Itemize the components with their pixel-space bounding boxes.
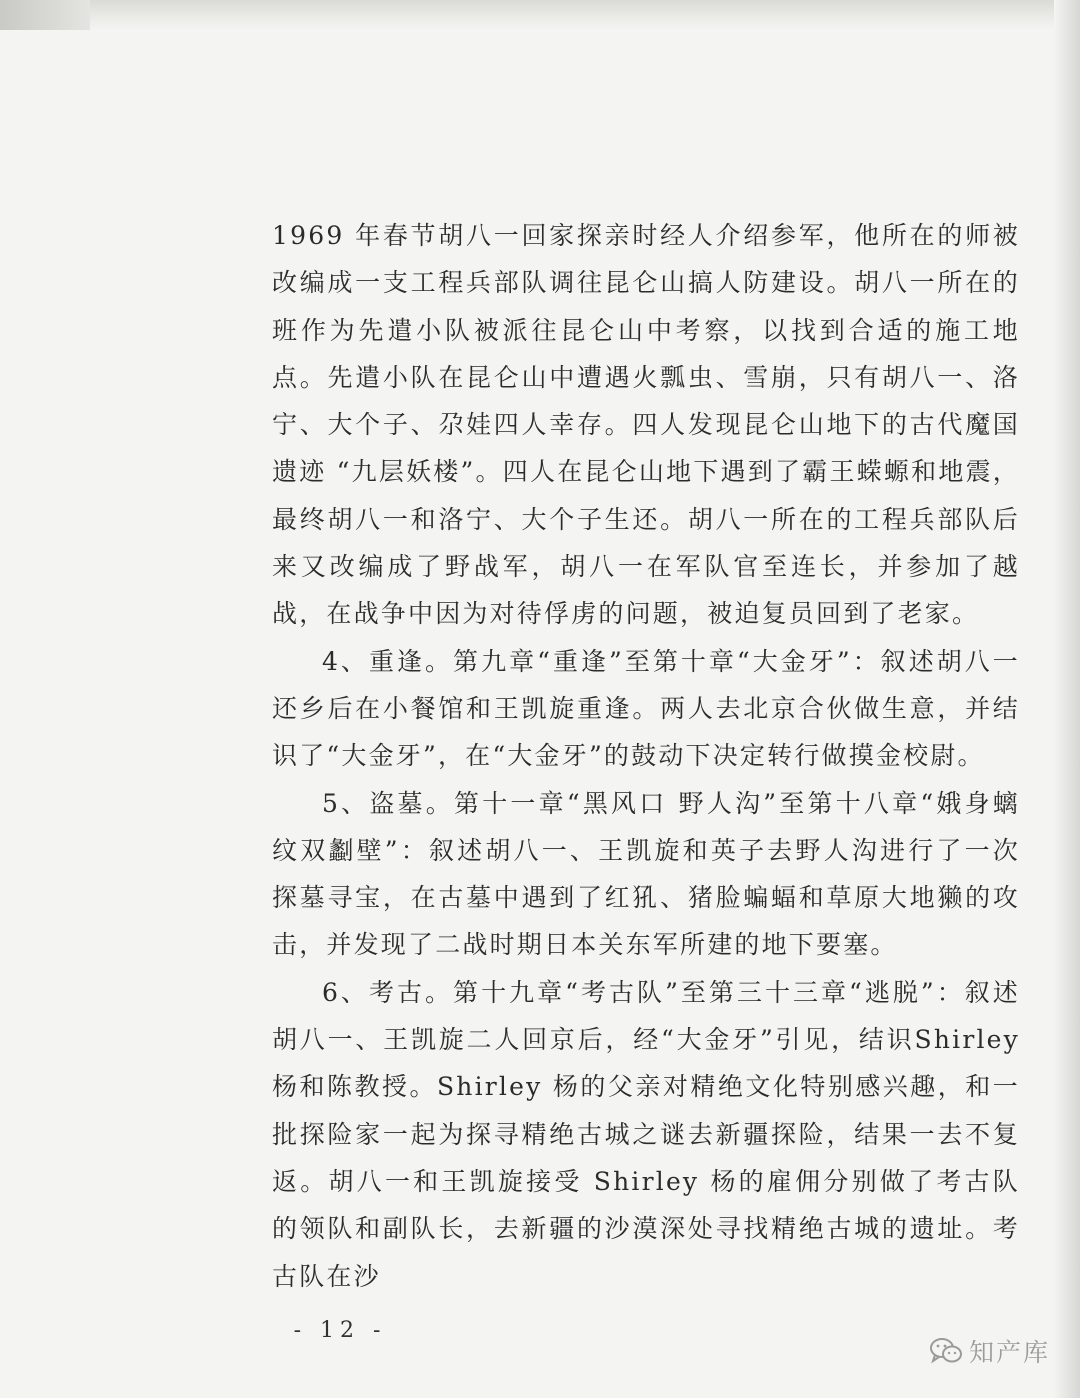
- body-text: [272, 212, 1020, 1300]
- paragraph-reunion: 4、重逢。第九章“重逢”至第十章“大金牙”：叙述胡八一还乡后在小餐馆和王凯旋重逢。两人去北京合伙做生意，并结识了“大金牙”，在“大金牙”的鼓动下决定转行做摸金校尉。: [272, 646, 1020, 771]
- wechat-icon: [929, 1337, 963, 1365]
- paragraph-archaeology: 6、考古。第十九章“考古队”至第三十三章“逃脱”：叙述胡八一、王凯旋二人回京后，经“大金牙”引见，结识Shirley杨和陈教授。Shirley 杨的父亲对精绝文化特别感兴趣，和一批探险家一起为探寻精绝古城之谜去新疆探险，结果一去不复返。胡八一和王凯旋接受 Shirley 杨的雇佣分别做了考古队的领队和副队长，去新疆的沙漠深处寻找精绝古城的遗址。考古队在沙: [272, 977, 1020, 1291]
- watermark-text: 知产库: [968, 1338, 1050, 1367]
- paragraph-tomb-raiding: 5、盗墓。第十一章“黑风口 野人沟”至第十八章“娥身螭纹双劙壁”：叙述胡八一、王凯旋和英子去野人沟进行了一次探墓寻宝，在古墓中遇到了红犼、猪脸蝙蝠和草原大地獭的攻击，并发现了二战时期日本关东军所建的地下要塞。: [272, 788, 1020, 960]
- watermark: [929, 1333, 1050, 1369]
- page-number: - 12 -: [293, 1318, 387, 1343]
- paragraph-1: 1969 年春节胡八一回家探亲时经人介绍参军，他所在的师被改编成一支工程兵部队调往昆仑山搞人防建设。胡八一所在的班作为先遣小队被派往昆仑山中考察，以找到合适的施工地点。先遣小队在昆仑山中遭遇火瓢虫、雪崩，只有胡八一、洛宁、大个子、尕娃四人幸存。四人发现昆仑山地下的古代魔国遗迹 “九层妖楼”。四人在昆仑山地下遇到了霸王蝾螈和地震，最终胡八一和洛宁、大个子生还。胡八一所在的工程兵部队后来又改编成了野战军，胡八一在军队官至连长，并参加了越战，在战争中因为对待俘虏的问题，被迫复员回到了老家。: [272, 221, 1020, 629]
